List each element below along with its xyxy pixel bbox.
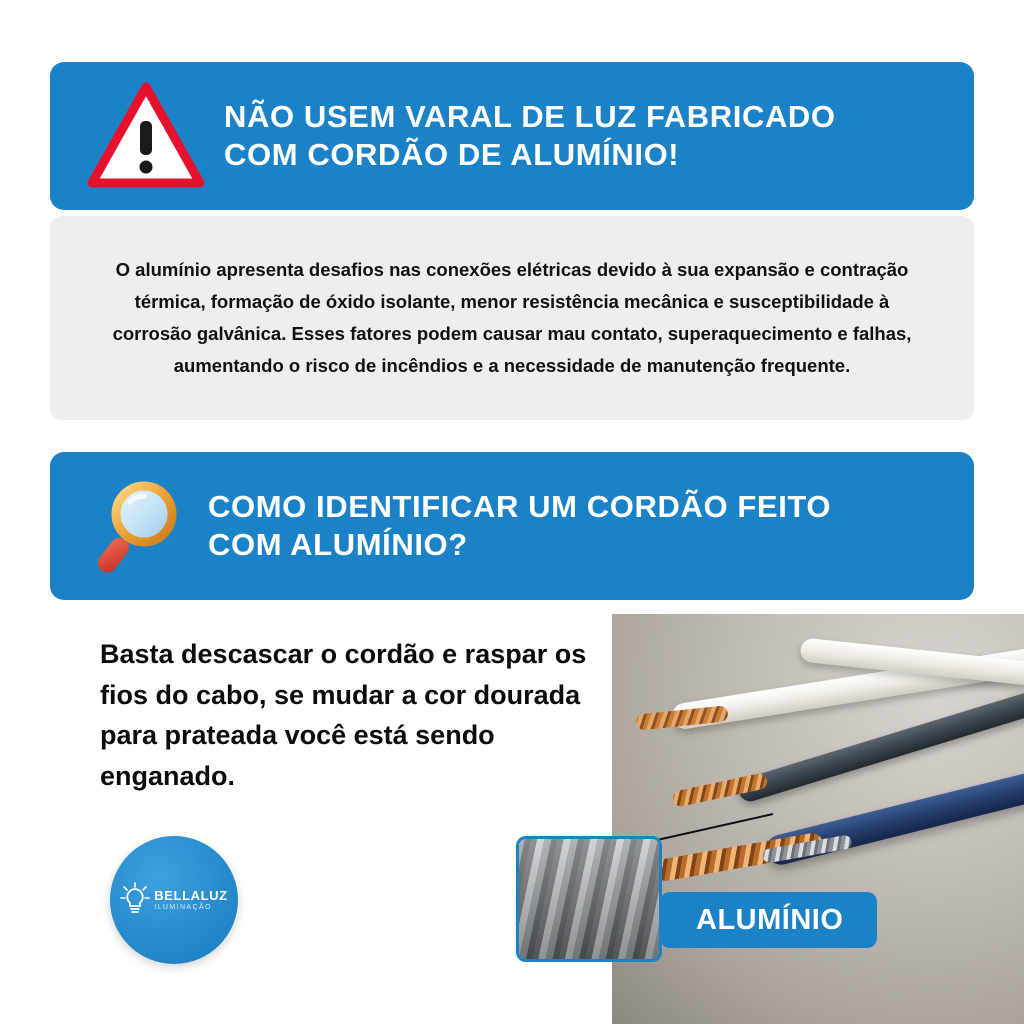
identify-banner-title [208, 488, 831, 564]
bellaluz-logo [110, 836, 238, 964]
warning-triangle-icon [86, 81, 206, 191]
lightbulb-icon [120, 881, 150, 920]
identify-title-line2: COM ALUMÍNIO? [208, 527, 468, 562]
warning-title-line1: NÃO USEM VARAL DE LUZ FABRICADO [224, 99, 836, 135]
warning-banner [50, 62, 974, 210]
tip-text [100, 634, 600, 796]
aluminium-strands-zoom [516, 836, 662, 962]
identify-title-line1: COMO IDENTIFICAR UM CORDÃO FEITO [208, 489, 832, 525]
logo-name: BELLALUZ [154, 888, 228, 903]
aluminio-label: ALUMÍNIO [660, 892, 877, 948]
identify-banner [50, 452, 974, 600]
tip-text-part1: Basta descascar o cordão e raspar os fios do cabo, [100, 639, 587, 710]
explanation-card [50, 216, 974, 420]
warning-title-line2: COM CORDÃO DE ALUMÍNIO! [224, 137, 680, 172]
warning-banner-title [224, 98, 836, 174]
magnifying-glass-icon [86, 474, 190, 578]
zoom-callout-line [655, 812, 775, 842]
tip-text-part2: se mudar a cor dourada para prateada você está sendo enganado. [100, 679, 581, 791]
logo-subtitle: ILUMINAÇÃO [154, 904, 212, 911]
aluminium-strands [516, 836, 662, 962]
explanation-text: O alumínio apresenta desafios nas conexões elétricas devido à sua expansão e contração térmica, formação de óxido isolante, menor resistência mecânica e susceptibilidade à corrosão galvânica. Esses fatores podem causar mau contato, superaquecimento e falhas, aumentando o risco de incêndios e a necessidade de manutenção frequente. [112, 259, 912, 376]
